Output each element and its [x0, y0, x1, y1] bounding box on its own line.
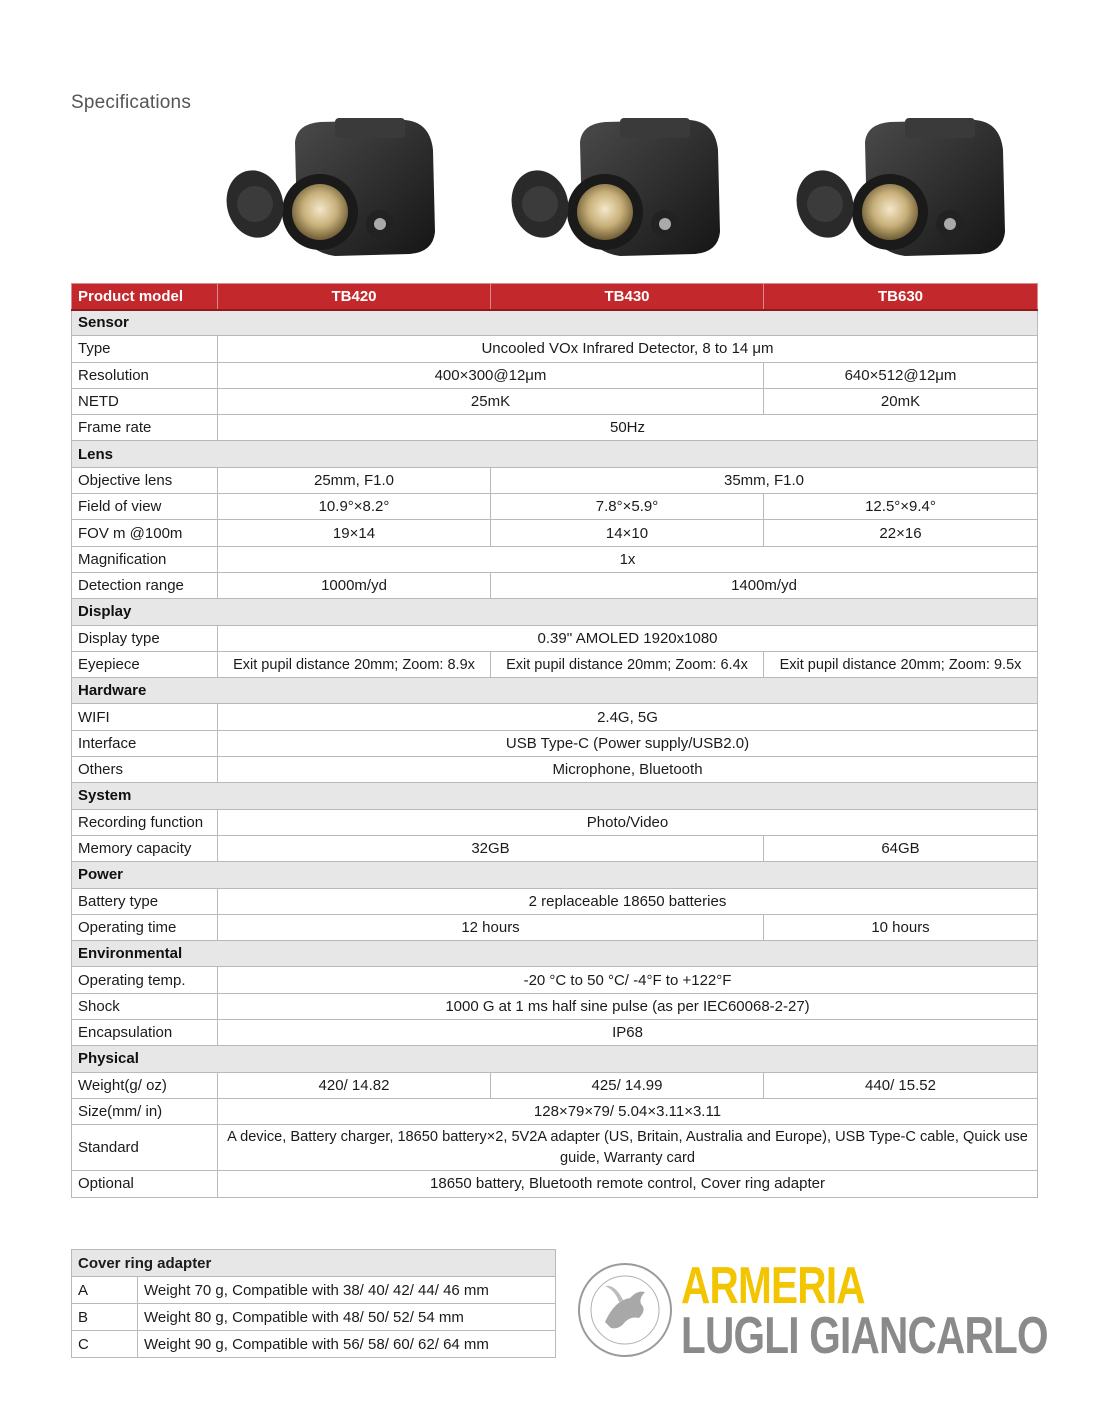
table-row: [72, 1125, 1038, 1171]
row-label: Frame rate: [72, 415, 218, 441]
table-row: [72, 494, 1038, 520]
header-label: Product model: [72, 284, 218, 310]
table-row: [72, 1171, 1038, 1197]
table-row: [72, 835, 1038, 861]
device-image-tb430: [510, 112, 725, 272]
brand-name-line2: LUGLI GIANCARLO: [681, 1307, 1048, 1365]
row-label: Detection range: [72, 572, 218, 598]
section-row: [72, 310, 1038, 336]
table-row: [72, 336, 1038, 362]
section-title-sensor: Sensor: [72, 310, 1038, 336]
table-row: [72, 467, 1038, 493]
cell-value: 20mK: [764, 388, 1038, 414]
cell-value: 1000 G at 1 ms half sine pulse (as per IEC60068-2-27): [218, 993, 1038, 1019]
table-row: [72, 967, 1038, 993]
section-title-power: Power: [72, 862, 1038, 888]
table-row: [72, 1277, 556, 1304]
cover-value: Weight 80 g, Compatible with 48/ 50/ 52/ 54 mm: [138, 1304, 556, 1331]
table-row: [72, 730, 1038, 756]
table-row: [72, 415, 1038, 441]
cell-value: 425/ 14.99: [491, 1072, 764, 1098]
cell-value: 400×300@12μm: [218, 362, 764, 388]
row-label: Objective lens: [72, 467, 218, 493]
cell-value: 1000m/yd: [218, 572, 491, 598]
section-row: [72, 599, 1038, 625]
row-label: Magnification: [72, 546, 218, 572]
brand-name-line1: ARMERIA: [681, 1257, 865, 1315]
cell-value: 1x: [218, 546, 1038, 572]
cell-value: 10.9°×8.2°: [218, 494, 491, 520]
table-row: [72, 704, 1038, 730]
section-title-physical: Physical: [72, 1046, 1038, 1072]
row-label: Resolution: [72, 362, 218, 388]
cell-value: 1400m/yd: [491, 572, 1038, 598]
row-label: NETD: [72, 388, 218, 414]
table-row: [72, 757, 1038, 783]
row-label: Optional: [72, 1171, 218, 1197]
cell-value: 32GB: [218, 835, 764, 861]
model-tb430: TB430: [491, 284, 764, 310]
table-row: [72, 809, 1038, 835]
cell-value: 22×16: [764, 520, 1038, 546]
table-row: [72, 388, 1038, 414]
cover-value: Weight 90 g, Compatible with 56/ 58/ 60/ 62/ 64 mm: [138, 1331, 556, 1358]
cell-value: IP68: [218, 1020, 1038, 1046]
cell-value: 0.39'' AMOLED 1920x1080: [218, 625, 1038, 651]
cell-value: 19×14: [218, 520, 491, 546]
cell-value: 10 hours: [764, 914, 1038, 940]
table-row: [72, 572, 1038, 598]
row-label: Interface: [72, 730, 218, 756]
row-label: Encapsulation: [72, 1020, 218, 1046]
section-title-environmental: Environmental: [72, 941, 1038, 967]
section-title-lens: Lens: [72, 441, 1038, 467]
cover-title: Cover ring adapter: [72, 1250, 556, 1277]
table-row: [72, 1020, 1038, 1046]
row-label: Battery type: [72, 888, 218, 914]
page-title: Specifications: [71, 92, 192, 113]
table-row: [72, 546, 1038, 572]
row-label: Shock: [72, 993, 218, 1019]
row-label: Standard: [72, 1125, 218, 1171]
cell-value: 420/ 14.82: [218, 1072, 491, 1098]
section-title-system: System: [72, 783, 1038, 809]
model-tb420: TB420: [218, 284, 491, 310]
cell-value: 64GB: [764, 835, 1038, 861]
row-label: Weight(g/ oz): [72, 1072, 218, 1098]
cell-value: Microphone, Bluetooth: [218, 757, 1038, 783]
table-row: [72, 888, 1038, 914]
table-row: [72, 520, 1038, 546]
section-title-display: Display: [72, 599, 1038, 625]
table-row: [72, 1331, 556, 1358]
row-label: Size(mm/ in): [72, 1098, 218, 1124]
row-label: Operating temp.: [72, 967, 218, 993]
cell-value: 14×10: [491, 520, 764, 546]
cell-value: 35mm, F1.0: [491, 467, 1038, 493]
cell-value: Exit pupil distance 20mm; Zoom: 9.5x: [764, 651, 1038, 677]
cell-value: USB Type-C (Power supply/USB2.0): [218, 730, 1038, 756]
cell-value: 7.8°×5.9°: [491, 494, 764, 520]
brand-logo: [575, 1257, 1048, 1368]
row-label: Recording function: [72, 809, 218, 835]
cell-value: 2 replaceable 18650 batteries: [218, 888, 1038, 914]
device-image-tb630: [795, 112, 1010, 272]
cell-value: 640×512@12μm: [764, 362, 1038, 388]
table-row: [72, 1304, 556, 1331]
model-tb630: TB630: [764, 284, 1038, 310]
cell-value: 12.5°×9.4°: [764, 494, 1038, 520]
row-label: Operating time: [72, 914, 218, 940]
row-label: WIFI: [72, 704, 218, 730]
row-label: Field of view: [72, 494, 218, 520]
table-row: [72, 993, 1038, 1019]
cell-value: Exit pupil distance 20mm; Zoom: 8.9x: [218, 651, 491, 677]
section-row: [72, 862, 1038, 888]
row-label: Memory capacity: [72, 835, 218, 861]
specifications-table: [71, 283, 1038, 1198]
cell-value: Uncooled VOx Infrared Detector, 8 to 14 μm: [218, 336, 1038, 362]
row-label: FOV m @100m: [72, 520, 218, 546]
row-label: Eyepiece: [72, 651, 218, 677]
table-row: [72, 625, 1038, 651]
cell-value: 25mK: [218, 388, 764, 414]
cell-value: 128×79×79/ 5.04×3.11×3.11: [218, 1098, 1038, 1124]
table-header-row: [72, 284, 1038, 310]
section-row: [72, 1250, 556, 1277]
cover-value: Weight 70 g, Compatible with 38/ 40/ 42/ 44/ 46 mm: [138, 1277, 556, 1304]
cell-value: -20 °C to 50 °C/ -4°F to +122°F: [218, 967, 1038, 993]
cover-key: C: [72, 1331, 138, 1358]
section-row: [72, 941, 1038, 967]
cell-value: 25mm, F1.0: [218, 467, 491, 493]
cell-value: 18650 battery, Bluetooth remote control, Cover ring adapter: [218, 1171, 1038, 1197]
cell-value: 50Hz: [218, 415, 1038, 441]
table-row: [72, 914, 1038, 940]
table-row: [72, 1072, 1038, 1098]
row-label: Type: [72, 336, 218, 362]
device-image-tb420: [225, 112, 440, 272]
pegasus-seal-icon: [575, 1260, 675, 1360]
cover-ring-adapter-table: [71, 1249, 556, 1358]
cell-value: 440/ 15.52: [764, 1072, 1038, 1098]
cell-value: Photo/Video: [218, 809, 1038, 835]
section-row: [72, 783, 1038, 809]
section-row: [72, 678, 1038, 704]
section-title-hardware: Hardware: [72, 678, 1038, 704]
row-label: Others: [72, 757, 218, 783]
section-row: [72, 1046, 1038, 1072]
cell-value: 2.4G, 5G: [218, 704, 1038, 730]
table-row: [72, 362, 1038, 388]
table-row: [72, 651, 1038, 677]
cell-value: A device, Battery charger, 18650 battery×2, 5V2A adapter (US, Britain, Australia and Europe), USB Type-C cable, Quick use guide, Warranty card: [218, 1125, 1038, 1171]
section-row: [72, 441, 1038, 467]
cell-value: Exit pupil distance 20mm; Zoom: 6.4x: [491, 651, 764, 677]
cell-value: 12 hours: [218, 914, 764, 940]
cover-key: A: [72, 1277, 138, 1304]
cover-key: B: [72, 1304, 138, 1331]
row-label: Display type: [72, 625, 218, 651]
table-row: [72, 1098, 1038, 1124]
